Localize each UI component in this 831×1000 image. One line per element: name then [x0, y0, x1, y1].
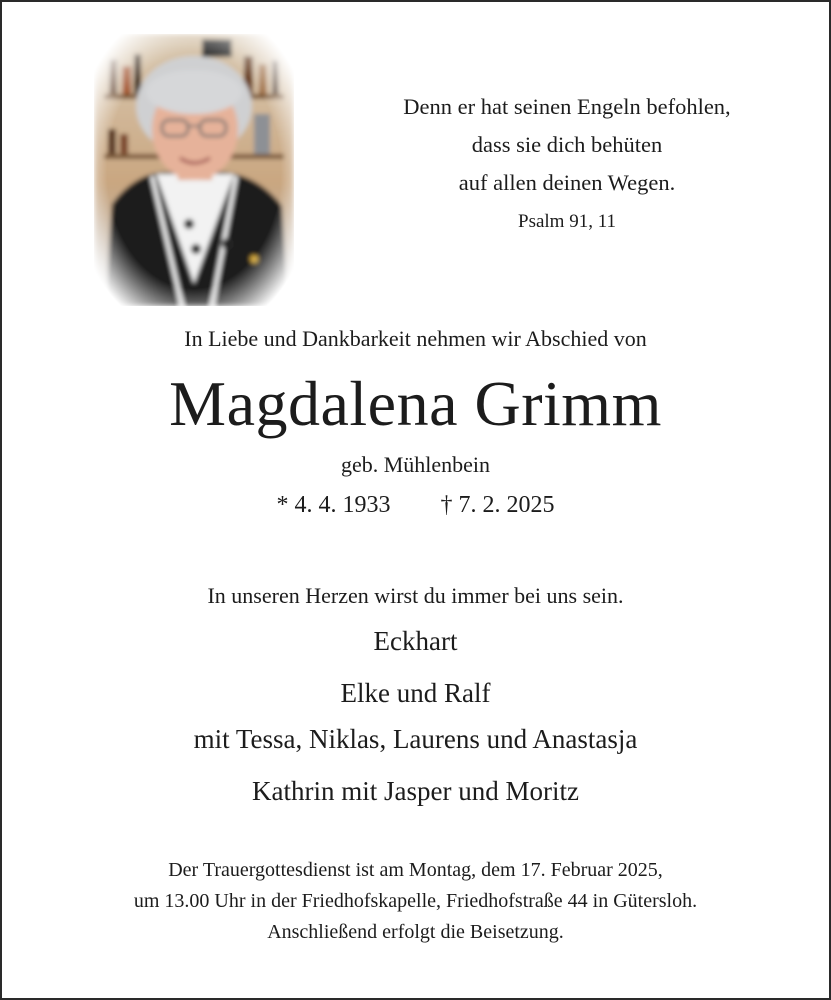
service-notice — [2, 855, 829, 948]
service-notice-line-3: Anschließend erfolgt die Beisetzung. — [267, 921, 564, 943]
farewell-intro: In Liebe und Dankbarkeit nehmen wir Abschied von — [184, 326, 647, 351]
death-date: † 7. 2. 2025 — [440, 492, 555, 518]
mourner-line-3: mit Tessa, Niklas, Laurens und Anastasja — [193, 724, 638, 754]
birth-name: geb. Mühlenbein — [340, 452, 491, 477]
verse-line-1: Denn er hat seinen Engeln befohlen, — [403, 94, 731, 119]
mourner-line-2: Elke und Ralf — [340, 678, 491, 708]
verse-line-3: auf allen deinen Wegen. — [458, 170, 676, 195]
mourner-line-1: Eckhart — [373, 626, 458, 656]
verse-line-2: dass sie dich behüten — [471, 132, 663, 157]
deceased-name: Magdalena Grimm — [169, 368, 662, 439]
service-notice-line-1: Der Trauergottesdienst ist am Montag, dem 17. Februar 2025, — [168, 859, 663, 881]
verse-reference: Psalm 91, 11 — [518, 211, 616, 232]
memorial-line: In unseren Herzen wirst du immer bei uns sein. — [207, 583, 624, 608]
portrait-photo — [94, 34, 294, 306]
mourner-line-4: Kathrin mit Jasper und Moritz — [252, 776, 579, 806]
bible-verse — [332, 88, 802, 241]
life-dates — [2, 492, 829, 519]
birth-date: * 4. 4. 1933 — [276, 492, 391, 518]
service-notice-line-2: um 13.00 Uhr in der Friedhofskapelle, Friedhofstraße 44 in Gütersloh. — [133, 890, 698, 912]
